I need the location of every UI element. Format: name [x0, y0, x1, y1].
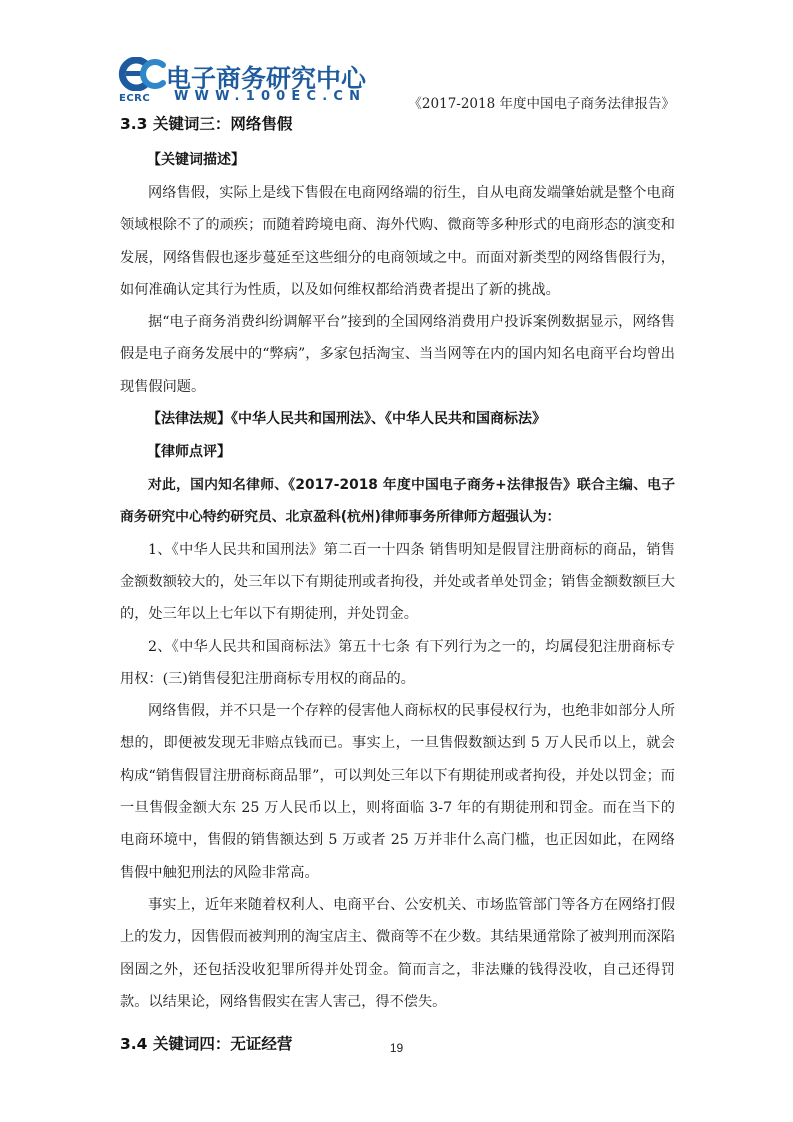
- section-heading-3-4: 3.4 关键词四：无证经营: [120, 1035, 293, 1054]
- paragraph-description: 网络售假，实际上是线下售假在电商网络端的衍生，自从电商发端肇始就是整个电商领域根除不了的顽疾；而随着跨境电商、海外代购、微商等多种形式的电商形态的演变和发展，网络售假也逐步蔓延至这些细分的电商领域之中。而面对新类型的网络售假行为，如何准确认定其行为性质，以及如何维权都给消费者提出了新的挑战。: [120, 185, 675, 298]
- section-heading-3-3: 3.3 关键词三：网络售假: [120, 115, 293, 133]
- report-title: 《2017-2018 年度中国电子商务法律报告》: [408, 96, 675, 112]
- paragraph-conclusion: 事实上，近年来随着权利人、电商平台、公安机关、市场监管部门等各方在网络打假上的发力，因售假而被判刑的淘宝店主、微商等不在少数。其结果通常除了被判刑而深陷囹圄之外，还包括没收犯罪所得并处罚金。简而言之，非法赚的钱得没收，自己还得罚款。以结果论，网络售假实在害人害己，得不偿失。: [120, 896, 675, 1010]
- paragraph-analysis: 网络售假，并不只是一个存粹的侵害他人商标权的民事侵权行为，也绝非如部分人所想的，即便被发现无非赔点钱而已。事实上，一旦售假数额达到 5 万人民币以上，就会构成“销售假冒注册商标商品罪”，可以判处三年以下有期徒刑或者拘役，并处以罚金；而一旦售假金额大东 25 万人民币以上，则将面临 3-7 年的有期徒刑和罚金。而在当下的电商环境中，售假的销售额达到 5 万或者 25 万并非什么高门槛，也正因如此，在网络售假中触犯刑法的风险非常高。: [120, 703, 675, 881]
- logo-title: 电子商务研究中心: [166, 64, 367, 93]
- lawyer-intro-paragraph: 对此，国内知名律师、《2017-2018 年度中国电子商务+法律报告》联合主编、电子商务研究中心特约研究员、北京盈科(杭州)律师事务所律师方超强认为：: [120, 477, 675, 526]
- page-content: [120, 111, 675, 1057]
- trademark-law-article: 2、《中华人民共和国商标法》第五十七条 有下列行为之一的，均属侵犯注册商标专用权：(三)销售侵犯注册商标专用权的商品的。: [120, 638, 675, 687]
- laws-regulations-tag: 【法律法规】《中华人民共和国刑法》、《中华人民共和国商标法》: [147, 411, 546, 428]
- lawyer-review-tag: 【律师点评】: [147, 444, 231, 461]
- keyword-description-tag: 【关键词描述】: [147, 152, 245, 168]
- paragraph-complaint-data: 据“电子商务消费纠纷调解平台”接到的全国网络消费用户投诉案例数据显示，网络售假是电子商务发展中的“弊病”，多家包括淘宝、当当网等在内的国内知名电商平台均曾出现售假问题。: [120, 314, 675, 395]
- ecrc-logo-mark-icon: [117, 57, 167, 91]
- ecrc-logo[interactable]: [117, 57, 367, 107]
- logo-abbreviation: ECRC: [119, 93, 151, 104]
- page-number: 19: [389, 1041, 404, 1055]
- logo-url-link[interactable]: WWW.100EC.CN: [174, 89, 367, 104]
- criminal-law-article: 1、《中华人民共和国刑法》第二百一十四条 销售明知是假冒注册商标的商品，销售金额数额较大的，处三年以下有期徒刑或者拘役，并处或者单处罚金；销售金额数额巨大的，处三年以上七年以下有期徒刑，并处罚金。: [120, 541, 675, 623]
